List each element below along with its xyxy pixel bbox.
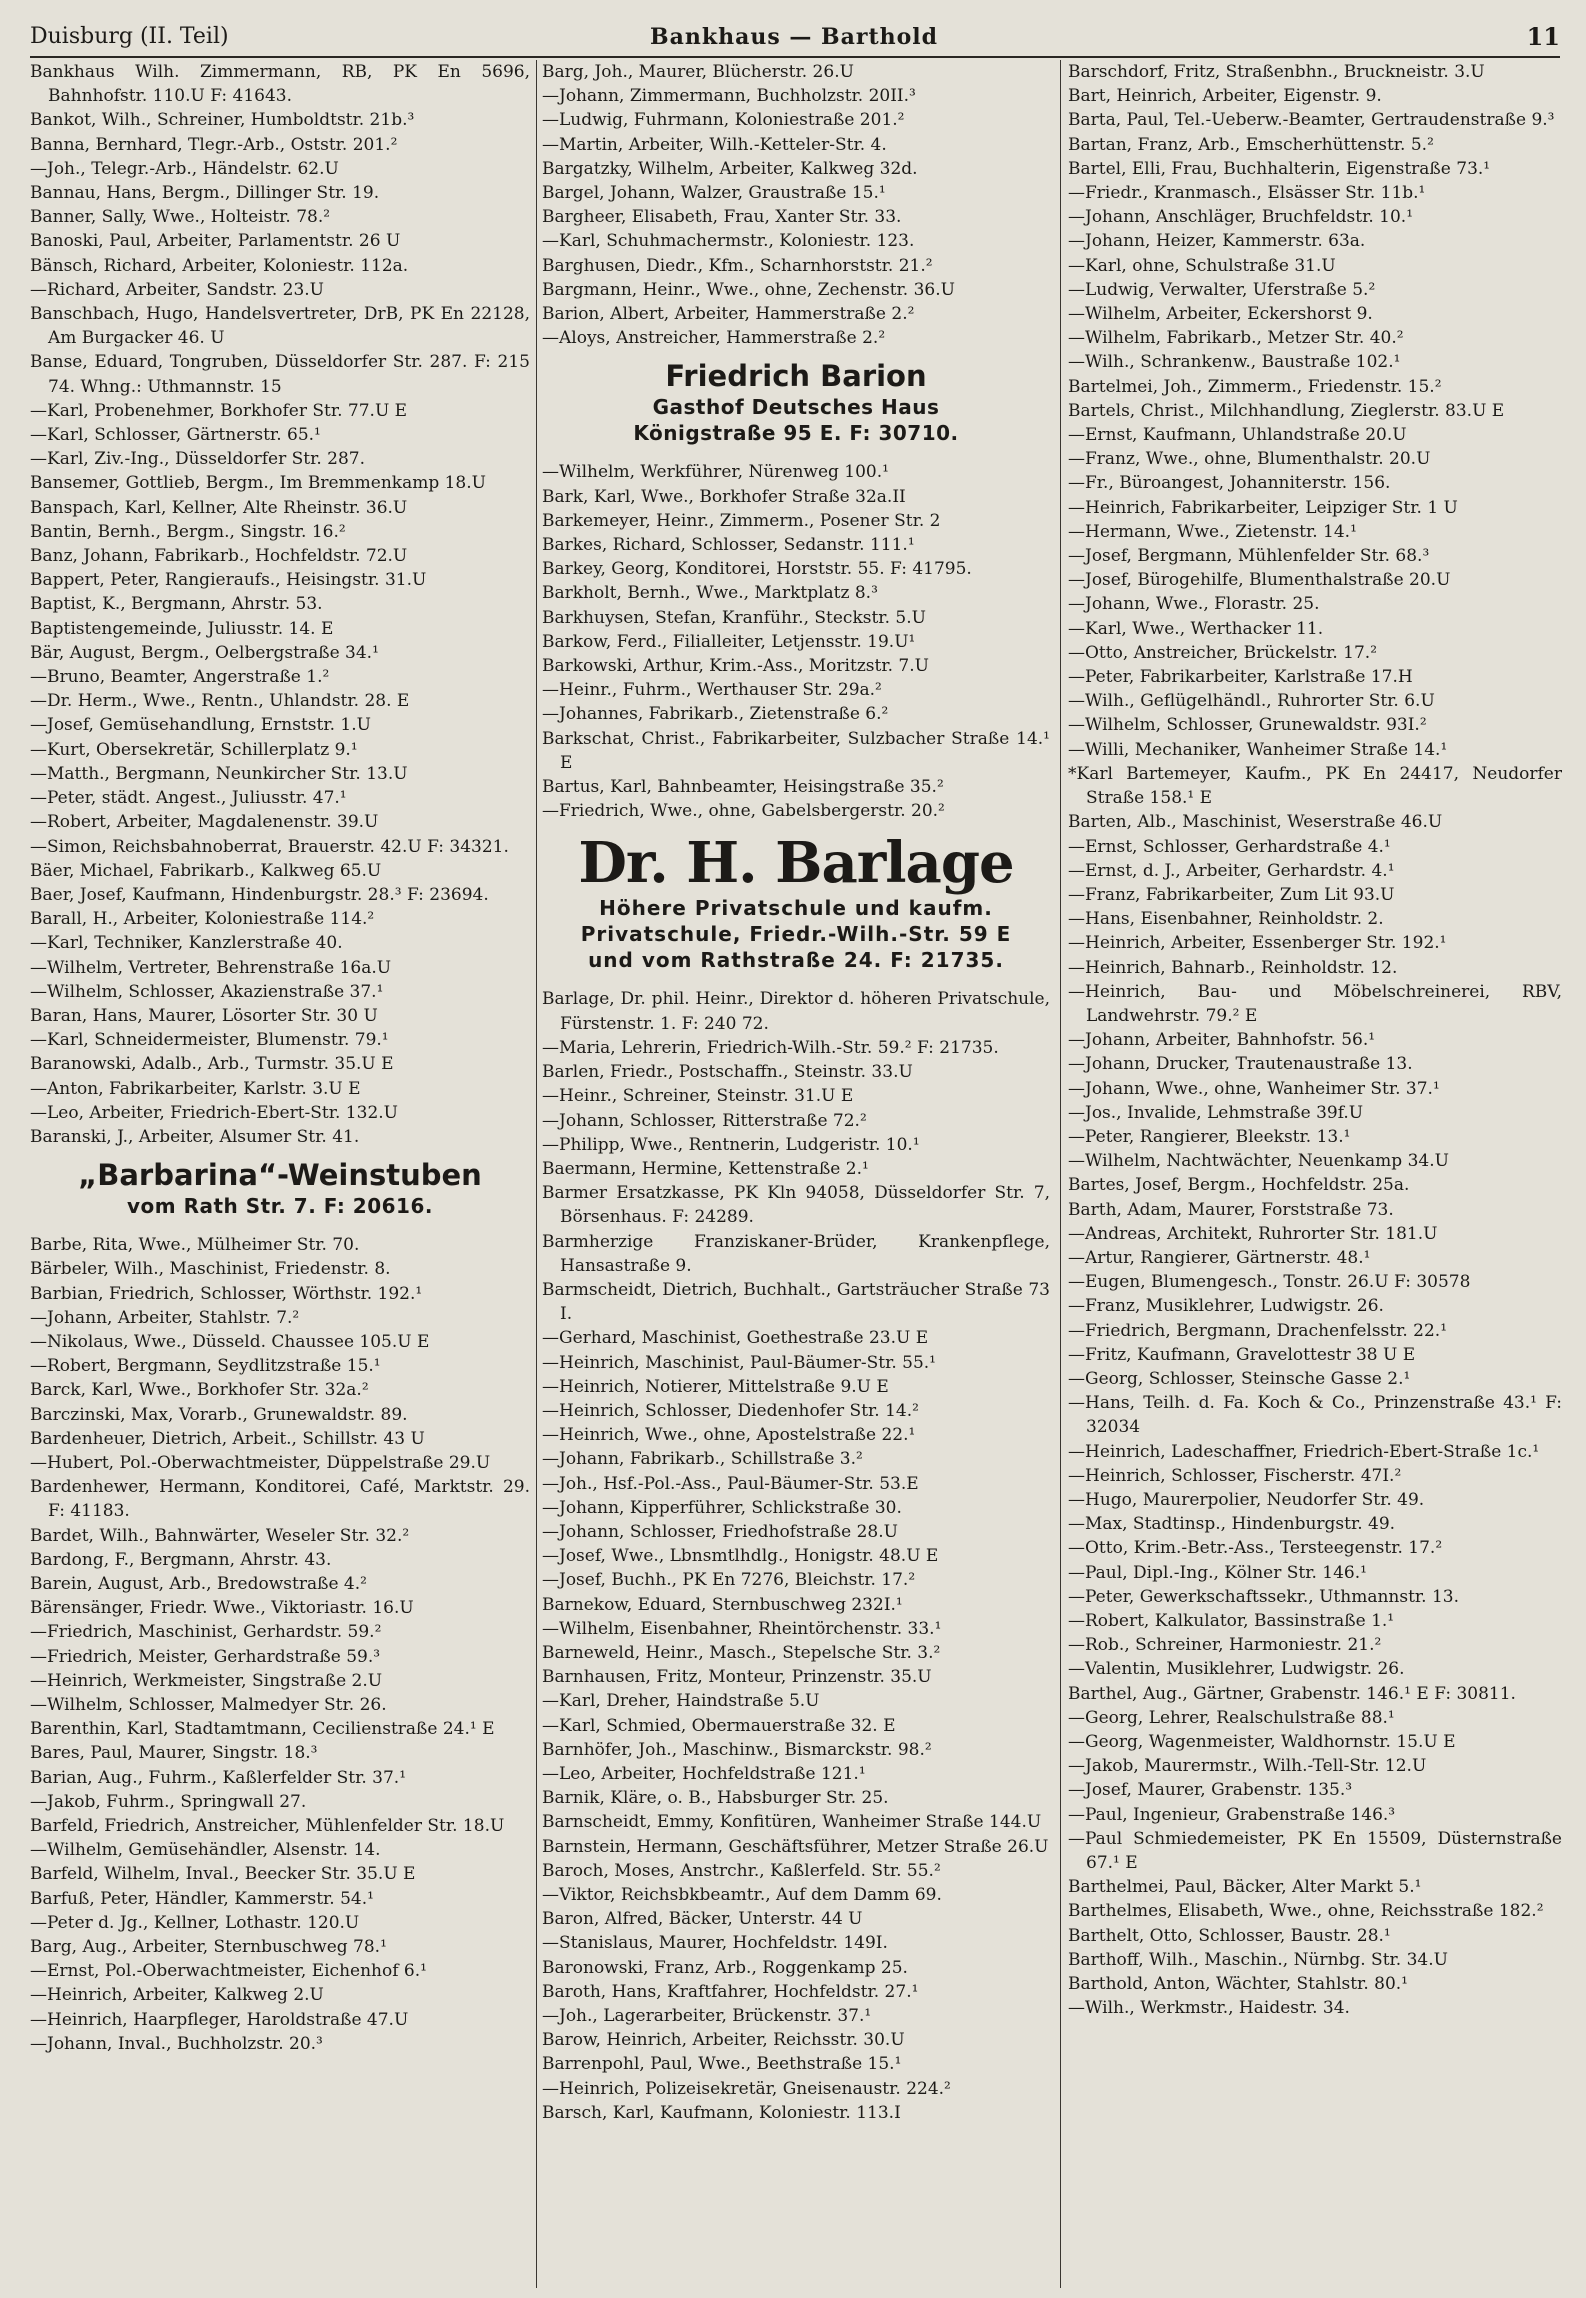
directory-entry: —Aloys, Anstreicher, Hammerstraße 2.² (542, 328, 886, 349)
directory-entry: Barnscheidt, Emmy, Konfitüren, Wanheimer Straße 144.U (542, 1812, 1042, 1833)
directory-entry: —Ernst, Schlosser, Gerhardstraße 4.¹ (1068, 836, 1391, 857)
directory-entry: —Johann, Inval., Buchholzstr. 20.³ (30, 2033, 323, 2054)
directory-entry: Bartels, Christ., Milchhandlung, Zieglerstr. 83.U E (1068, 400, 1505, 421)
directory-entry: Bärensänger, Friedr. Wwe., Viktoriastr. 16.U (30, 1598, 414, 1619)
directory-entry: —Wilhelm, Werkführer, Nürenweg 100.¹ (542, 462, 889, 483)
directory-entry: —Heinrich, Fabrikarbeiter, Leipziger Str. 1 U (1068, 497, 1458, 518)
directory-entry: —Friedrich, Bergmann, Drachenfelsstr. 22.¹ (1068, 1320, 1448, 1341)
directory-entry: —Leo, Arbeiter, Friedrich-Ebert-Str. 132.U (30, 1102, 398, 1123)
directory-entry: Barkhuysen, Stefan, Kranführ., Steckstr. 5.U (542, 607, 926, 628)
directory-entry: Bartan, Franz, Arb., Emscherhüttenstr. 5.² (1068, 134, 1434, 155)
column-divider (1060, 60, 1061, 2288)
ad-title: Friedrich Barion (665, 359, 927, 394)
directory-entry: —Robert, Kalkulator, Bassinstraße 1.¹ (1068, 1611, 1395, 1631)
directory-entry: —Richard, Arbeiter, Sandstr. 23.U (30, 279, 324, 300)
directory-entry: Bäer, Michael, Fabrikarb., Kalkweg 65.U (30, 860, 382, 881)
directory-entry: —Johann, Arbeiter, Stahlstr. 7.² (30, 1307, 300, 1328)
column-divider (536, 60, 537, 2288)
directory-entry: Banspach, Karl, Kellner, Alte Rheinstr. 36.U (30, 497, 408, 518)
ad-line: Königstraße 95 E. F: 30710. (633, 421, 959, 446)
directory-entry: —Otto, Anstreicher, Brückelstr. 17.² (1068, 642, 1378, 663)
directory-entry: Barbe, Rita, Wwe., Mülheimer Str. 70. (30, 1235, 360, 1256)
directory-entry: Barrenpohl, Paul, Wwe., Beethstraße 15.¹ (542, 2054, 902, 2075)
directory-entry: —Jakob, Maurermstr., Wilh.-Tell-Str. 12.U (1068, 1756, 1427, 1777)
directory-entry: Barth, Adam, Maurer, Forststraße 73. (1068, 1199, 1394, 1220)
directory-entry: Bartus, Karl, Bahnbeamter, Heisingstraße 35.² (542, 777, 944, 798)
directory-entry: —Johann, Schlosser, Friedhofstraße 28.U (542, 1521, 898, 1542)
directory-entry: Bänsch, Richard, Arbeiter, Koloniestr. 112a. (30, 255, 409, 276)
directory-entry: Barall, H., Arbeiter, Koloniestraße 114.² (30, 909, 375, 930)
ad-line: Gasthof Deutsches Haus (652, 395, 940, 420)
directory-entry: —Wilh., Schrankenw., Baustraße 102.¹ (1068, 352, 1401, 373)
directory-entry: Barneweld, Heinr., Masch., Stepelsche Str. 3.² (542, 1642, 941, 1663)
directory-entry: —Joh., Lagerarbeiter, Brückenstr. 37.¹ (542, 2006, 872, 2027)
directory-entry: Barfeld, Friedrich, Anstreicher, Mühlenfelder Str. 18.U (30, 1816, 505, 1837)
directory-entry: Barkow, Ferd., Filialleiter, Letjensstr. 19.U¹ (542, 631, 916, 652)
directory-entry: —Max, Stadtinsp., Hindenburgstr. 49. (1068, 1514, 1396, 1535)
directory-entry: Barnekow, Eduard, Sternbuschweg 232I.¹ (542, 1594, 903, 1615)
directory-entry: —Karl, Schmied, Obermauerstraße 32. E (542, 1715, 896, 1736)
directory-entry: —Karl, ohne, Schulstraße 31.U (1068, 255, 1336, 276)
directory-entry: Barthoff, Wilh., Maschin., Nürnbg. Str. 34.U (1068, 1949, 1448, 1970)
directory-entry: —Valentin, Musiklehrer, Ludwigstr. 26. (1068, 1659, 1405, 1680)
directory-entry: —Johann, Arbeiter, Bahnhofstr. 56.¹ (1068, 1030, 1376, 1051)
directory-entry: Banz, Johann, Fabrikarb., Hochfeldstr. 72.U (30, 546, 408, 567)
directory-entry: —Josef, Bergmann, Mühlenfelder Str. 68.³ (1068, 546, 1430, 567)
directory-entry: —Ernst, d. J., Arbeiter, Gerhardstr. 4.¹ (1068, 860, 1395, 881)
directory-entry: —Wilhelm, Vertreter, Behrenstraße 16a.U (30, 957, 392, 978)
directory-entry: Barow, Heinrich, Arbeiter, Reichsstr. 30.U (542, 2030, 905, 2051)
directory-entry: Barsch, Karl, Kaufmann, Koloniestr. 113.I (542, 2102, 901, 2123)
directory-entry: —Josef, Bürogehilfe, Blumenthalstraße 20.U (1068, 570, 1451, 591)
directory-entry: Baroth, Hans, Kraftfahrer, Hochfeldstr. 27.¹ (542, 1981, 919, 2002)
directory-entry: Bart, Heinrich, Arbeiter, Eigenstr. 9. (1068, 86, 1382, 107)
directory-entry: —Georg, Schlosser, Steinsche Gasse 2.¹ (1068, 1368, 1411, 1389)
ad-line: vom Rath Str. 7. F: 20616. (127, 1194, 433, 1219)
directory-entry: —Peter, Gewerkschaftssekr., Uthmannstr. 13. (1068, 1586, 1460, 1607)
directory-entry: Barmer Ersatzkasse, PK Kln 94058, Düsseldorfer Str. 7, Börsenhaus. F: 24289. (542, 1183, 1050, 1228)
directory-entry: —Ludwig, Verwalter, Uferstraße 5.² (1068, 279, 1376, 300)
directory-entry: Barnhausen, Fritz, Monteur, Prinzenstr. 35.U (542, 1667, 932, 1688)
directory-entry: Barck, Karl, Wwe., Borkhofer Str. 32a.² (30, 1380, 369, 1401)
directory-entry: Barnstein, Hermann, Geschäftsführer, Metzer Straße 26.U (542, 1836, 1049, 1857)
directory-entry: —Ernst, Pol.-Oberwachtmeister, Eichenhof 6.¹ (30, 1961, 427, 1982)
directory-entry: Bargmann, Heinr., Wwe., ohne, Zechenstr. 36.U (542, 279, 955, 300)
column-1 (30, 60, 530, 2285)
directory-entry: —Robert, Arbeiter, Magdalenenstr. 39.U (30, 812, 379, 833)
directory-entry: Bartes, Josef, Bergm., Hochfeldstr. 25a. (1068, 1175, 1410, 1196)
directory-entry: Baran, Hans, Maurer, Lösorter Str. 30 U (30, 1005, 378, 1026)
ad-title: Dr. H. Barlage (578, 830, 1014, 897)
directory-entry: Baroch, Moses, Anstrchr., Kaßlerfeld. Str. 55.² (542, 1860, 941, 1881)
directory-entry: Barthelt, Otto, Schlosser, Baustr. 28.¹ (1068, 1925, 1391, 1946)
directory-entry: —Heinrich, Schlosser, Diedenhofer Str. 14.² (542, 1400, 919, 1421)
directory-entry: —Rob., Schreiner, Harmoniestr. 21.² (1068, 1635, 1382, 1656)
directory-entry: —Viktor, Reichsbkbeamtr., Auf dem Damm 69. (542, 1885, 942, 1905)
directory-entry: —Heinrich, Ladeschaffner, Friedrich-Ebert-Straße 1c.¹ (1068, 1441, 1540, 1462)
directory-entry: —Heinrich, Bahnarb., Reinholdstr. 12. (1068, 957, 1398, 978)
directory-entry: —Ludwig, Fuhrmann, Koloniestraße 201.² (542, 110, 905, 131)
directory-entry: —Wilhelm, Gemüsehändler, Alsenstr. 14. (30, 1840, 381, 1861)
directory-entry: —Wilh., Werkmstr., Haidestr. 34. (1068, 1998, 1350, 2019)
directory-entry: —Willi, Mechaniker, Wanheimer Straße 14.¹ (1068, 739, 1448, 760)
directory-entry: Barta, Paul, Tel.-Ueberw.-Beamter, Gertraudenstraße 9.³ (1068, 110, 1555, 131)
directory-entry: —Wilhelm, Nachtwächter, Neuenkamp 34.U (1068, 1151, 1449, 1172)
directory-entry: —Johann, Wwe., ohne, Wanheimer Str. 37.¹ (1068, 1078, 1440, 1099)
directory-entry: —Karl, Dreher, Haindstraße 5.U (542, 1691, 820, 1712)
advertisement-barbarina (30, 1157, 530, 1219)
directory-entry: Barghusen, Diedr., Kfm., Scharnhorststr. 21.² (542, 255, 933, 276)
directory-entry: —Dr. Herm., Wwe., Rentn., Uhlandstr. 28. E (30, 691, 410, 712)
directory-entry: Baermann, Hermine, Kettenstraße 2.¹ (542, 1158, 869, 1179)
directory-entry: Baranowski, Adalb., Arb., Turmstr. 35.U E (30, 1054, 394, 1075)
directory-entry: Barschdorf, Fritz, Straßenbhn., Bruckneistr. 3.U (1068, 62, 1485, 82)
directory-entry: —Johann, Schlosser, Ritterstraße 72.² (542, 1110, 867, 1131)
directory-entry: —Jos., Invalide, Lehmstraße 39f.U (1068, 1102, 1364, 1123)
directory-entry: Bardenhewer, Hermann, Konditorei, Café, Marktstr. 29. F: 41183. (30, 1477, 530, 1522)
ad-line: und vom Rathstraße 24. F: 21735. (588, 948, 1004, 973)
directory-entry: Bär, August, Bergm., Oelbergstraße 34.¹ (30, 642, 379, 663)
ad-line: Privatschule, Friedr.-Wilh.-Str. 59 E (580, 922, 1012, 947)
directory-entry: —Matth., Bergmann, Neunkircher Str. 13.U (30, 763, 408, 784)
directory-entry: —Simon, Reichsbahnoberrat, Brauerstr. 42.U F: 34321. (30, 836, 509, 857)
directory-entry: —Joh., Telegr.-Arb., Händelstr. 62.U (30, 158, 339, 179)
directory-entry: Bargheer, Elisabeth, Frau, Xanter Str. 33. (542, 207, 902, 228)
directory-entry: —Heinrich, Wwe., ohne, Apostelstraße 22.¹ (542, 1425, 916, 1446)
directory-entry: —Martin, Arbeiter, Wilh.-Ketteler-Str. 4. (542, 134, 887, 155)
directory-entry: —Heinr., Schreiner, Steinstr. 31.U E (542, 1086, 854, 1107)
directory-entry: Baranski, J., Arbeiter, Alsumer Str. 41. (30, 1126, 360, 1147)
directory-entry: —Georg, Lehrer, Realschulstraße 88.¹ (1068, 1707, 1395, 1728)
directory-entry: Bansemer, Gottlieb, Bergm., Im Bremmenkamp 18.U (30, 473, 486, 494)
directory-entry: —Johann, Anschläger, Bruchfeldstr. 10.¹ (1068, 207, 1414, 228)
directory-entry: —Peter d. Jg., Kellner, Lothastr. 120.U (30, 1912, 360, 1933)
directory-entry: —Karl, Schlosser, Gärtnerstr. 65.¹ (30, 425, 321, 446)
directory-entry: Bark, Karl, Wwe., Borkhofer Straße 32a.II (542, 486, 906, 507)
directory-entry: —Paul, Dipl.-Ing., Kölner Str. 146.¹ (1068, 1562, 1367, 1583)
directory-entry: Bärbeler, Wilh., Maschinist, Friedenstr. 8. (30, 1259, 391, 1280)
directory-entry: —Karl, Ziv.-Ing., Düsseldorfer Str. 287. (30, 449, 365, 470)
directory-entry: —Robert, Bergmann, Seydlitzstraße 15.¹ (30, 1356, 381, 1377)
directory-entry: —Johann, Zimmermann, Buchholzstr. 20II.³ (542, 86, 916, 107)
directory-entry: Barion, Albert, Arbeiter, Hammerstraße 2.² (542, 304, 915, 325)
directory-entry: —Andreas, Architekt, Ruhrorter Str. 181.U (1068, 1223, 1438, 1244)
directory-entry: —Johann, Fabrikarb., Schillstraße 3.² (542, 1449, 863, 1470)
header-range: Bankhaus — Barthold (650, 24, 939, 50)
directory-entry: Bankot, Wilh., Schreiner, Humboldtstr. 21b.³ (30, 110, 415, 131)
directory-entry: —Heinrich, Arbeiter, Kalkweg 2.U (30, 1985, 324, 2006)
directory-entry: Barlage, Dr. phil. Heinr., Direktor d. höheren Privatschule, Fürstenstr. 1. F: 240 72. (542, 989, 1050, 1034)
directory-entry: Banna, Bernhard, Tlegr.-Arb., Oststr. 201.² (30, 134, 398, 155)
ad-title: „Barbarina“-Weinstuben (78, 1158, 482, 1193)
header-city: Duisburg (II. Teil) (30, 24, 229, 49)
directory-entry: Barten, Alb., Maschinist, Weserstraße 46.U (1068, 812, 1443, 833)
directory-entry: —Karl, Schneidermeister, Blumenstr. 79.¹ (30, 1030, 389, 1051)
directory-entry: —Heinrich, Bau- und Möbelschreinerei, RBV, Landwehrstr. 79.² E (1068, 981, 1562, 1026)
advertisement-barlage (542, 831, 1050, 973)
directory-entry: —Artur, Rangierer, Gärtnerstr. 48.¹ (1068, 1247, 1371, 1268)
directory-entry: —Heinr., Fuhrm., Werthauser Str. 29a.² (542, 680, 882, 701)
directory-entry: —Friedrich, Wwe., ohne, Gabelsbergerstr. 20.² (542, 801, 945, 822)
directory-entry: Barfuß, Peter, Händler, Kammerstr. 54.¹ (30, 1888, 374, 1909)
directory-entry: Barnik, Kläre, o. B., Habsburger Str. 25. (542, 1788, 889, 1809)
directory-entry: —Peter, Rangierer, Bleekstr. 13.¹ (1068, 1126, 1351, 1147)
directory-entry: —Johann, Wwe., Florastr. 25. (1068, 594, 1320, 615)
directory-entry: Banse, Eduard, Tongruben, Düsseldorfer Str. 287. F: 215 74. Whng.: Uthmannstr. 15 (30, 352, 530, 397)
directory-entry: —Hugo, Maurerpolier, Neudorfer Str. 49. (1068, 1489, 1425, 1510)
directory-entry: Bares, Paul, Maurer, Singstr. 18.³ (30, 1743, 318, 1764)
directory-entry: —Friedrich, Maschinist, Gerhardstr. 59.² (30, 1622, 382, 1643)
directory-entry: —Josef, Maurer, Grabenstr. 135.³ (1068, 1780, 1353, 1801)
directory-entry: *Karl Bartemeyer, Kaufm., PK En 24417, Neudorfer Straße 158.¹ E (1068, 763, 1562, 809)
directory-entry: —Nikolaus, Wwe., Düsseld. Chaussee 105.U E (30, 1331, 430, 1352)
directory-entry: —Ernst, Kaufmann, Uhlandstraße 20.U (1068, 425, 1407, 446)
directory-entry: —Heinrich, Maschinist, Paul-Bäumer-Str. 55.¹ (542, 1352, 936, 1373)
directory-entry: —Heinrich, Werkmeister, Singstraße 2.U (30, 1670, 383, 1691)
directory-entry: —Karl, Techniker, Kanzlerstraße 40. (30, 933, 343, 954)
directory-entry: Barbian, Friedrich, Schlosser, Wörthstr. 192.¹ (30, 1283, 423, 1304)
directory-entry: —Maria, Lehrerin, Friedrich-Wilh.-Str. 59.² F: 21735. (542, 1037, 999, 1058)
directory-entry: Barkes, Richard, Schlosser, Sedanstr. 111.¹ (542, 535, 915, 556)
directory-entry: Bardet, Wilh., Bahnwärter, Weseler Str. 32.² (30, 1525, 410, 1546)
directory-entry: Banner, Sally, Wwe., Holteistr. 78.² (30, 207, 331, 228)
directory-entry: —Karl, Schuhmachermstr., Koloniestr. 123. (542, 231, 915, 252)
directory-entry: Barthel, Aug., Gärtner, Grabenstr. 146.¹ E F: 30811. (1068, 1683, 1516, 1704)
directory-entry: Barg, Aug., Arbeiter, Sternbuschweg 78.¹ (30, 1937, 387, 1958)
directory-entry: Baronowski, Franz, Arb., Roggenkamp 25. (542, 1957, 908, 1978)
column-2 (542, 60, 1050, 2285)
column-3 (1068, 60, 1562, 2285)
directory-entry: Barkowski, Arthur, Krim.-Ass., Moritzstr. 7.U (542, 656, 929, 677)
directory-entry: Barthold, Anton, Wächter, Stahlstr. 80.¹ (1068, 1974, 1408, 1995)
directory-entry: —Paul, Ingenieur, Grabenstraße 146.³ (1068, 1804, 1396, 1825)
directory-entry: —Wilhelm, Fabrikarb., Metzer Str. 40.² (1068, 328, 1404, 349)
directory-entry: —Heinrich, Arbeiter, Essenberger Str. 192.¹ (1068, 933, 1447, 954)
directory-entry: Baron, Alfred, Bäcker, Unterstr. 44 U (542, 1909, 863, 1930)
directory-entry: Barg, Joh., Maurer, Blücherstr. 26.U (542, 62, 854, 82)
advertisement-barion (542, 358, 1050, 446)
directory-entry: —Johann, Heizer, Kammerstr. 63a. (1068, 231, 1366, 252)
page-header (30, 22, 1560, 58)
directory-entry: Banschbach, Hugo, Handelsvertreter, DrB, PK En 22128, Am Burgacker 46. U (30, 304, 530, 349)
directory-entry: —Gerhard, Maschinist, Goethestraße 23.U E (542, 1328, 929, 1349)
directory-entry: —Peter, Fabrikarbeiter, Karlstraße 17.H (1068, 667, 1413, 688)
directory-entry: Barkschat, Christ., Fabrikarbeiter, Sulzbacher Straße 14.¹ E (542, 728, 1050, 773)
directory-entry: —Hans, Teilh. d. Fa. Koch & Co., Prinzenstraße 43.¹ F: 32034 (1068, 1393, 1562, 1438)
directory-entry: Barkemeyer, Heinr., Zimmerm., Posener Str. 2 (542, 510, 941, 531)
directory-entry: Baptistengemeinde, Juliusstr. 14. E (30, 618, 334, 639)
directory-entry: Bargel, Johann, Walzer, Graustraße 15.¹ (542, 183, 886, 204)
directory-entry: —Paul Schmiedemeister, PK En 15509, Düsternstraße 67.¹ E (1068, 1828, 1562, 1874)
directory-entry: —Wilhelm, Schlosser, Grunewaldstr. 93I.² (1068, 715, 1427, 736)
directory-entry: —Friedrich, Meister, Gerhardstraße 59.³ (30, 1646, 381, 1667)
directory-entry: —Wilhelm, Arbeiter, Eckershorst 9. (1068, 304, 1373, 325)
directory-entry: —Heinrich, Polizeisekretär, Gneisenaustr. 224.² (542, 2078, 951, 2099)
directory-entry: —Hans, Eisenbahner, Reinholdstr. 2. (1068, 909, 1384, 930)
directory-entry: Barthelmei, Paul, Bäcker, Alter Markt 5.¹ (1068, 1877, 1422, 1898)
directory-entry: Bargatzky, Wilhelm, Arbeiter, Kalkweg 32d. (542, 158, 918, 179)
directory-entry: Barmscheidt, Dietrich, Buchhalt., Gartsträucher Straße 73 I. (542, 1279, 1050, 1325)
directory-entry: Barkholt, Bernh., Wwe., Marktplatz 8.³ (542, 583, 878, 604)
directory-entry: Barnhöfer, Joh., Maschinw., Bismarckstr. 98.² (542, 1739, 932, 1760)
directory-entry: —Kurt, Obersekretär, Schillerplatz 9.¹ (30, 739, 358, 760)
directory-entry: —Wilhelm, Schlosser, Akazienstraße 37.¹ (30, 981, 384, 1002)
directory-entry: —Heinrich, Haarpfleger, Haroldstraße 47.U (30, 2009, 409, 2030)
directory-entry: —Fritz, Kaufmann, Gravelottestr 38 U E (1068, 1344, 1416, 1365)
directory-entry: —Friedr., Kranmasch., Elsässer Str. 11b.¹ (1068, 183, 1426, 204)
directory-entry: Barkey, Georg, Konditorei, Horststr. 55. F: 41795. (542, 559, 972, 580)
directory-entry: Barczinski, Max, Vorarb., Grunewaldstr. 89. (30, 1404, 408, 1425)
directory-entry: Barlen, Friedr., Postschaffn., Steinstr. 33.U (542, 1062, 913, 1083)
ad-line: Höhere Privatschule und kaufm. (599, 896, 993, 921)
directory-entry: —Wilhelm, Eisenbahner, Rheintörchenstr. 33.¹ (542, 1618, 942, 1639)
directory-entry: Barmherzige Franziskaner-Brüder, Krankenpflege, Hansastraße 9. (542, 1231, 1050, 1276)
page-number: 11 (1526, 22, 1560, 51)
directory-entry: Bannau, Hans, Bergm., Dillinger Str. 19. (30, 183, 380, 204)
directory-entry: —Josef, Buchh., PK En 7276, Bleichstr. 17.² (542, 1570, 916, 1591)
directory-entry: Barian, Aug., Fuhrm., Kaßlerfelder Str. 37.¹ (30, 1767, 407, 1788)
directory-entry: —Franz, Wwe., ohne, Blumenthalstr. 20.U (1068, 449, 1431, 470)
directory-entry: —Eugen, Blumengesch., Tonstr. 26.U F: 30578 (1068, 1272, 1471, 1293)
directory-entry: —Johannes, Fabrikarb., Zietenstraße 6.² (542, 704, 889, 725)
directory-entry: —Franz, Fabrikarbeiter, Zum Lit 93.U (1068, 884, 1395, 905)
directory-entry: —Joh., Hsf.-Pol.-Ass., Paul-Bäumer-Str. 53.E (542, 1473, 919, 1494)
directory-entry: —Heinrich, Schlosser, Fischerstr. 47I.² (1068, 1465, 1402, 1486)
directory-entry: —Franz, Musiklehrer, Ludwigstr. 26. (1068, 1296, 1384, 1317)
directory-entry: Bardenheuer, Dietrich, Arbeit., Schillstr. 43 U (30, 1428, 425, 1449)
directory-entry: —Heinrich, Notierer, Mittelstraße 9.U E (542, 1376, 889, 1397)
directory-entry: —Fr., Büroangest, Johanniterstr. 156. (1068, 473, 1391, 494)
directory-entry: —Josef, Wwe., Lbnsmtlhdlg., Honigstr. 48.U E (542, 1546, 939, 1567)
directory-entry: —Karl, Wwe., Werthacker 11. (1068, 618, 1324, 639)
directory-entry: —Hubert, Pol.-Oberwachtmeister, Düppelstraße 29.U (30, 1452, 491, 1473)
directory-entry: Barthelmes, Elisabeth, Wwe., ohne, Reichsstraße 182.² (1068, 1901, 1544, 1922)
directory-entry: Bankhaus Wilh. Zimmermann, RB, PK En 5696, Bahnhofstr. 110.U F: 41643. (30, 62, 530, 107)
directory-entry: —Stanislaus, Maurer, Hochfeldstr. 149I. (542, 1933, 888, 1954)
directory-entry: Banoski, Paul, Arbeiter, Parlamentstr. 26 U (30, 231, 401, 252)
directory-entry: —Karl, Probenehmer, Borkhofer Str. 77.U E (30, 400, 408, 421)
directory-entry: Baer, Josef, Kaufmann, Hindenburgstr. 28.³ F: 23694. (30, 884, 489, 905)
directory-entry: Bartelmei, Joh., Zimmerm., Friedenstr. 15.² (1068, 376, 1442, 397)
directory-entry: —Johann, Kipperführer, Schlickstraße 30. (542, 1497, 902, 1518)
directory-entry: Bartel, Elli, Frau, Buchhalterin, Eigenstraße 73.¹ (1068, 158, 1491, 179)
directory-entry: —Otto, Krim.-Betr.-Ass., Tersteegenstr. 17.² (1068, 1538, 1443, 1559)
directory-entry: —Josef, Gemüsehandlung, Ernststr. 1.U (30, 715, 371, 736)
directory-entry: Barfeld, Wilhelm, Inval., Beecker Str. 35.U E (30, 1864, 416, 1885)
directory-entry: Barein, August, Arb., Bredowstraße 4.² (30, 1573, 367, 1594)
directory-entry: —Philipp, Wwe., Rentnerin, Ludgeristr. 10.¹ (542, 1134, 920, 1155)
directory-entry: —Georg, Wagenmeister, Waldhornstr. 15.U E (1068, 1732, 1456, 1753)
directory-entry: Bardong, F., Bergmann, Ahrstr. 43. (30, 1549, 332, 1570)
directory-entry: —Anton, Fabrikarbeiter, Karlstr. 3.U E (30, 1078, 361, 1099)
directory-entry: —Bruno, Beamter, Angerstraße 1.² (30, 667, 330, 688)
directory-entry: —Leo, Arbeiter, Hochfeldstraße 121.¹ (542, 1763, 866, 1784)
directory-entry: Bantin, Bernh., Bergm., Singstr. 16.² (30, 521, 346, 542)
directory-entry: —Hermann, Wwe., Zietenstr. 14.¹ (1068, 521, 1357, 542)
directory-entry: —Wilhelm, Schlosser, Malmedyer Str. 26. (30, 1695, 387, 1715)
directory-entry: —Jakob, Fuhrm., Springwall 27. (30, 1791, 307, 1812)
directory-entry: Bappert, Peter, Rangieraufs., Heisingstr. 31.U (30, 570, 427, 591)
directory-entry: Baptist, K., Bergmann, Ahrstr. 53. (30, 594, 323, 615)
directory-entry: —Peter, städt. Angest., Juliusstr. 47.¹ (30, 788, 347, 809)
directory-entry: —Wilh., Geflügelhändl., Ruhrorter Str. 6.U (1068, 691, 1435, 712)
directory-entry: —Johann, Drucker, Trautenaustraße 13. (1068, 1054, 1413, 1075)
directory-entry: Barenthin, Karl, Stadtamtmann, Cecilienstraße 24.¹ E (30, 1719, 495, 1740)
